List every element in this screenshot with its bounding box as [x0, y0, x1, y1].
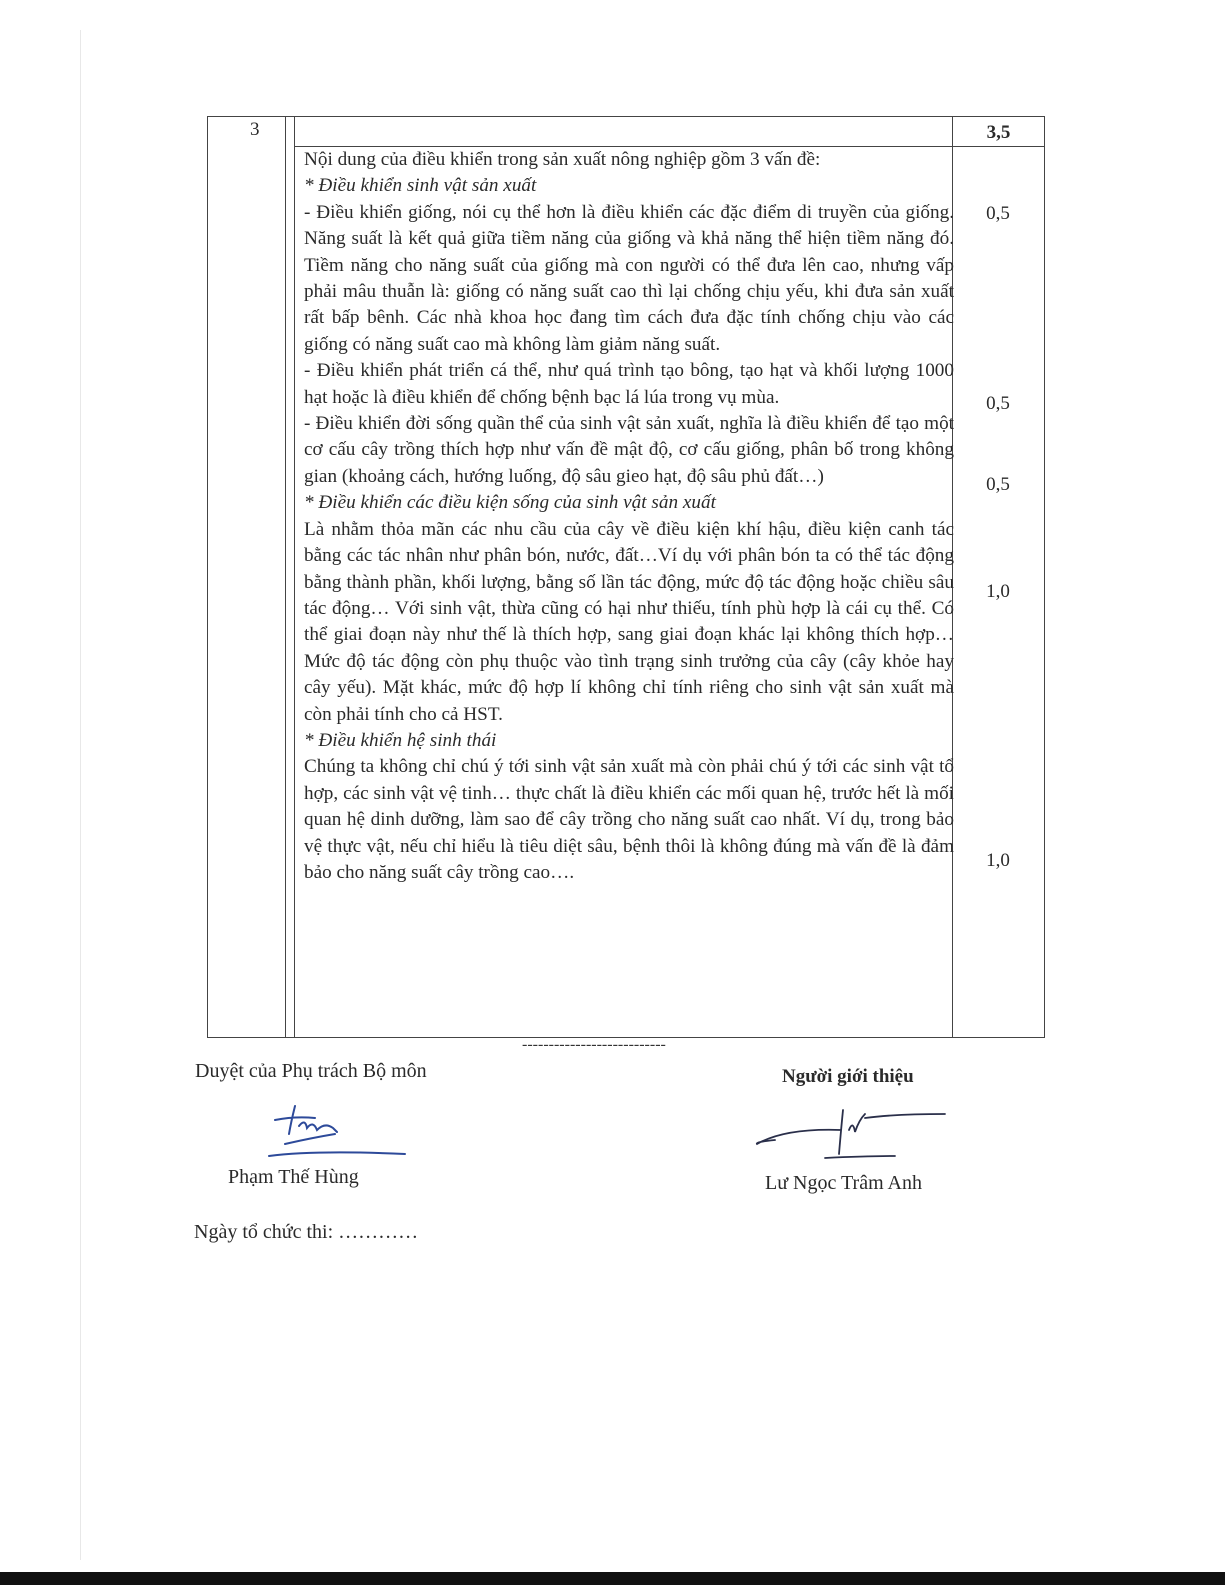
answer-intro: Nội dung của điều khiển trong sản xuất nông nghiệp gồm 3 vấn đề: [304, 149, 821, 170]
exam-date: Ngày tổ chức thi: ………… [194, 1221, 419, 1243]
paragraph-genetics: - Điều khiển giống, nói cụ thể hơn là điều khiển các đặc điểm di truyền của giống. Năng suất là kết quả giữa tiềm năng của giống và khả năng thể hiện tiềm năng đó. Tiềm năng cho năng suất của giống mà con người có thể đưa lên cao, nhưng vấp phải mâu thuẫn là: giống có năng suất cao thì lại chống chịu yếu, khi đưa sản xuất rất bấp bênh. Các nhà khoa học đang tìm cách đưa đặc tính chống chịu vào các giống có năng suất cao mà không làm giảm năng suất. [304, 201, 954, 355]
scan-bottom-edge [0, 1572, 1225, 1585]
section-heading-organisms: * Điều khiển sinh vật sản xuất [304, 175, 537, 197]
approver-title: Duyệt của Phụ trách Bộ môn [195, 1060, 427, 1082]
section-heading-ecosystem: * Điều khiển hệ sinh thái [304, 729, 497, 751]
paragraph-individual: - Điều khiển phát triển cá thể, như quá trình tạo bông, tạo hạt và khối lượng 1000 hạt hoặc là điều khiển để chống bệnh bạc lá lúa trong vụ mùa. [304, 360, 954, 408]
presenter-name: Lư Ngọc Trâm Anh [765, 1172, 922, 1194]
question-number: 3 [250, 119, 260, 140]
scan-margin-line [80, 30, 81, 1560]
section-heading-conditions: * Điều khiển các điều kiện sống của sinh vật sản xuất [304, 492, 716, 514]
score-item: 1,0 [986, 581, 1010, 602]
approver-name: Phạm Thế Hùng [228, 1166, 359, 1188]
approver-signature [255, 1098, 415, 1164]
question-number-cell [208, 117, 286, 1037]
score-column [952, 117, 1044, 1037]
answer-table [207, 116, 1045, 1038]
total-score: 3,5 [953, 117, 1044, 147]
score-item: 1,0 [986, 850, 1010, 871]
separator-line: --------------------------- [522, 1036, 666, 1053]
paragraph-population: - Điều khiển đời sống quần thể của sinh vật sản xuất, nghĩa là điều khiển để tạo một cơ cấu cây trồng thích hợp như vấn đề mật độ, cơ cấu giống, phân bố trong không gian (khoảng cách, hướng luống, độ sâu gieo hạt, độ sâu phủ đất…) [304, 413, 954, 487]
presenter-title: Người giới thiệu [782, 1066, 914, 1087]
score-item: 0,5 [986, 474, 1010, 495]
paragraph-conditions: Là nhằm thỏa mãn các nhu cầu của cây về điều kiện khí hậu, điều kiện canh tác bằng các tác nhân như phân bón, nước, đất…Ví dụ với phân bón ta có thể tác động bằng thành phần, khối lượng, bằng số lần tác động, mức độ tác động hoặc chiều sâu tác động… Với sinh vật, thừa cũng có hại như thiếu, tính phù hợp là cái cụ thể. Có thể giai đoạn này như thế là thích hợp, sang giai đoạn khác lại không thích hợp…Mức độ tác động còn phụ thuộc vào tình trạng sinh trưởng của cây (cây khỏe hay cây yếu). Mặt khác, mức độ hợp lí không chỉ tính riêng cho sinh vật sản xuất mà còn phải tính cho cả HST. [304, 518, 954, 725]
score-item: 0,5 [986, 203, 1010, 224]
score-item: 0,5 [986, 393, 1010, 414]
paragraph-ecosystem: Chúng ta không chỉ chú ý tới sinh vật sản xuất mà còn phải chú ý tới các sinh vật tổ hợp, các sinh vật vệ tinh… thực chất là điều khiển các mối quan hệ, trước hết là mối quan hệ dinh dưỡng, làm sao để cây trồng cho năng suất cao nhất. Ví dụ, trong bảo vệ thực vật, nếu chỉ hiểu là tiêu diệt sâu, bệnh thôi là không đúng mà vấn đề là đảm bảo cho năng suất cây trồng cao…. [304, 756, 954, 883]
table-inner-border [294, 117, 295, 1037]
presenter-signature [745, 1100, 955, 1168]
content-header-cell [294, 117, 954, 147]
answer-content [304, 147, 954, 886]
